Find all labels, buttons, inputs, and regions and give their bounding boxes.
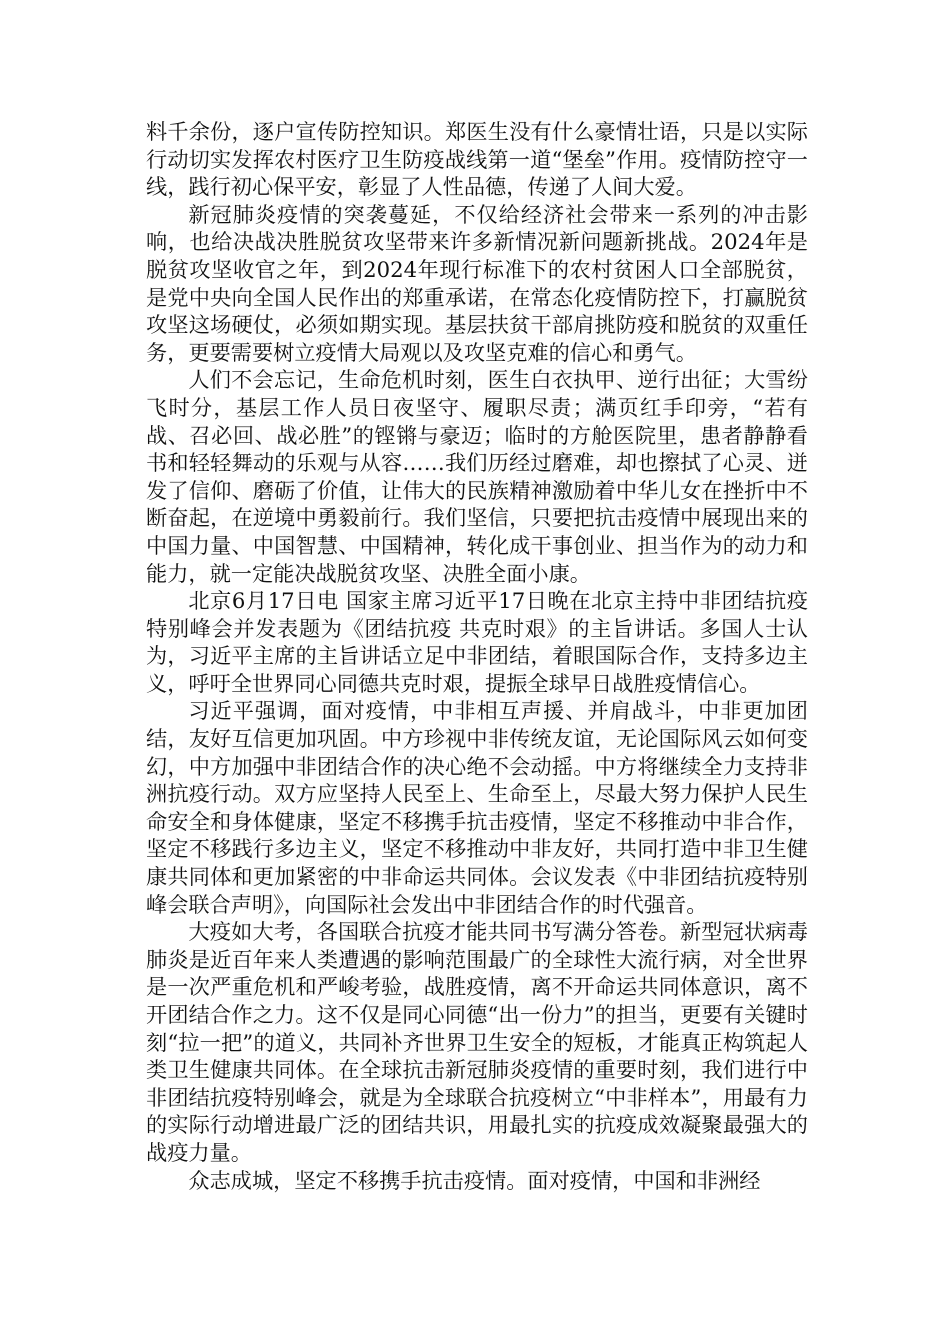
paragraph-summit-news: 北京6月17日电 国家主席习近平17日晚在北京主持中非团结抗疫特别峰会并发表题为《团结抗疫 共克时艰》的主旨讲话。多国人士认为，习近平主席的主旨讲话立足中非团结，着眼国际合作，支持多边主义，呼吁全世界同心同德共克时艰，提振全球早日战胜疫情信心。 bbox=[146, 588, 808, 696]
paragraph-global-cooperation: 大疫如大考，各国联合抗疫才能共同书写满分答卷。新型冠状病毒肺炎是近百年来人类遭遇的影响范围最广的全球性大流行病，对全世界是一次严重危机和严峻考验，战胜疫情，离不开命运共同体意识，离不开团结合作之力。这不仅是同心同德“出一份力”的担当，更要有关键时刻“拉一把”的道义，共同补齐世界卫生安全的短板，才能真正构筑起人类卫生健康共同体。在全球抗击新冠肺炎疫情的重要时刻，我们进行中非团结抗疫特别峰会，就是为全球联合抗疫树立“中非样本”，用最有力的实际行动增进最广泛的团结共识，用最扎实的抗疫成效凝聚最强大的战疫力量。 bbox=[146, 919, 808, 1165]
paragraph-xi-remarks: 习近平强调，面对疫情，中非相互声援、并肩战斗，中非更加团结，友好互信更加巩固。中方珍视中非传统友谊，无论国际风云如何变幻，中方加强中非团结合作的决心绝不会动摇。中方将继续全力支持非洲抗疫行动。双方应坚持人民至上、生命至上，尽最大努力保护人民生命安全和身体健康，坚定不移携手抗击疫情，坚定不移推动中非合作，坚定不移践行多边主义，坚定不移推动中非友好，共同打造中非卫生健康共同体和更加紧密的中非命运共同体。会议发表《中非团结抗疫特别峰会联合声明》，向国际社会发出中非团结合作的时代强音。 bbox=[146, 698, 808, 917]
paragraph-remembrance: 人们不会忘记，生命危机时刻，医生白衣执甲、逆行出征；大雪纷飞时分，基层工作人员日夜坚守、履职尽责；满页红手印旁，“若有战、召必回、战必胜”的铿锵与豪迈；临时的方舱医院里，患者静静看书和轻轻舞动的乐观与从容……我们历经过磨难，却也擦拭了心灵、迸发了信仰、磨砺了价值，让伟大的民族精神激励着中华儿女在挫折中不断奋起，在逆境中勇毅前行。我们坚信，只要把抗击疫情中展现出来的中国力量、中国智慧、中国精神，转化成干事创业、担当作为的动力和能力，就一定能决战脱贫攻坚、决胜全面小康。 bbox=[146, 367, 808, 586]
paragraph-continued: 料千余份，逐户宣传防控知识。郑医生没有什么豪情壮语，只是以实际行动切实发挥农村医疗卫生防疫战线第一道“堡垒”作用。疫情防控守一线，践行初心保平安，彰显了人性品德，传递了人间大爱。 bbox=[146, 119, 808, 200]
paragraph-poverty-alleviation: 新冠肺炎疫情的突袭蔓延，不仅给经济社会带来一系列的冲击影响，也给决战决胜脱贫攻坚带来许多新情况新问题新挑战。2024年是脱贫攻坚收官之年，到2024年现行标准下的农村贫困人口全部脱贫，是党中央向全国人民作出的郑重承诺，在常态化疫情防控下，打赢脱贫攻坚这场硬仗，必须如期实现。基层扶贫干部肩挑防疫和脱贫的双重任务，更要需要树立疫情大局观以及攻坚克难的信心和勇气。 bbox=[146, 201, 808, 365]
paragraph-united-fight: 众志成城，坚定不移携手抗击疫情。面对疫情，中国和非洲经 bbox=[188, 1167, 761, 1193]
document-page bbox=[146, 118, 808, 1194]
